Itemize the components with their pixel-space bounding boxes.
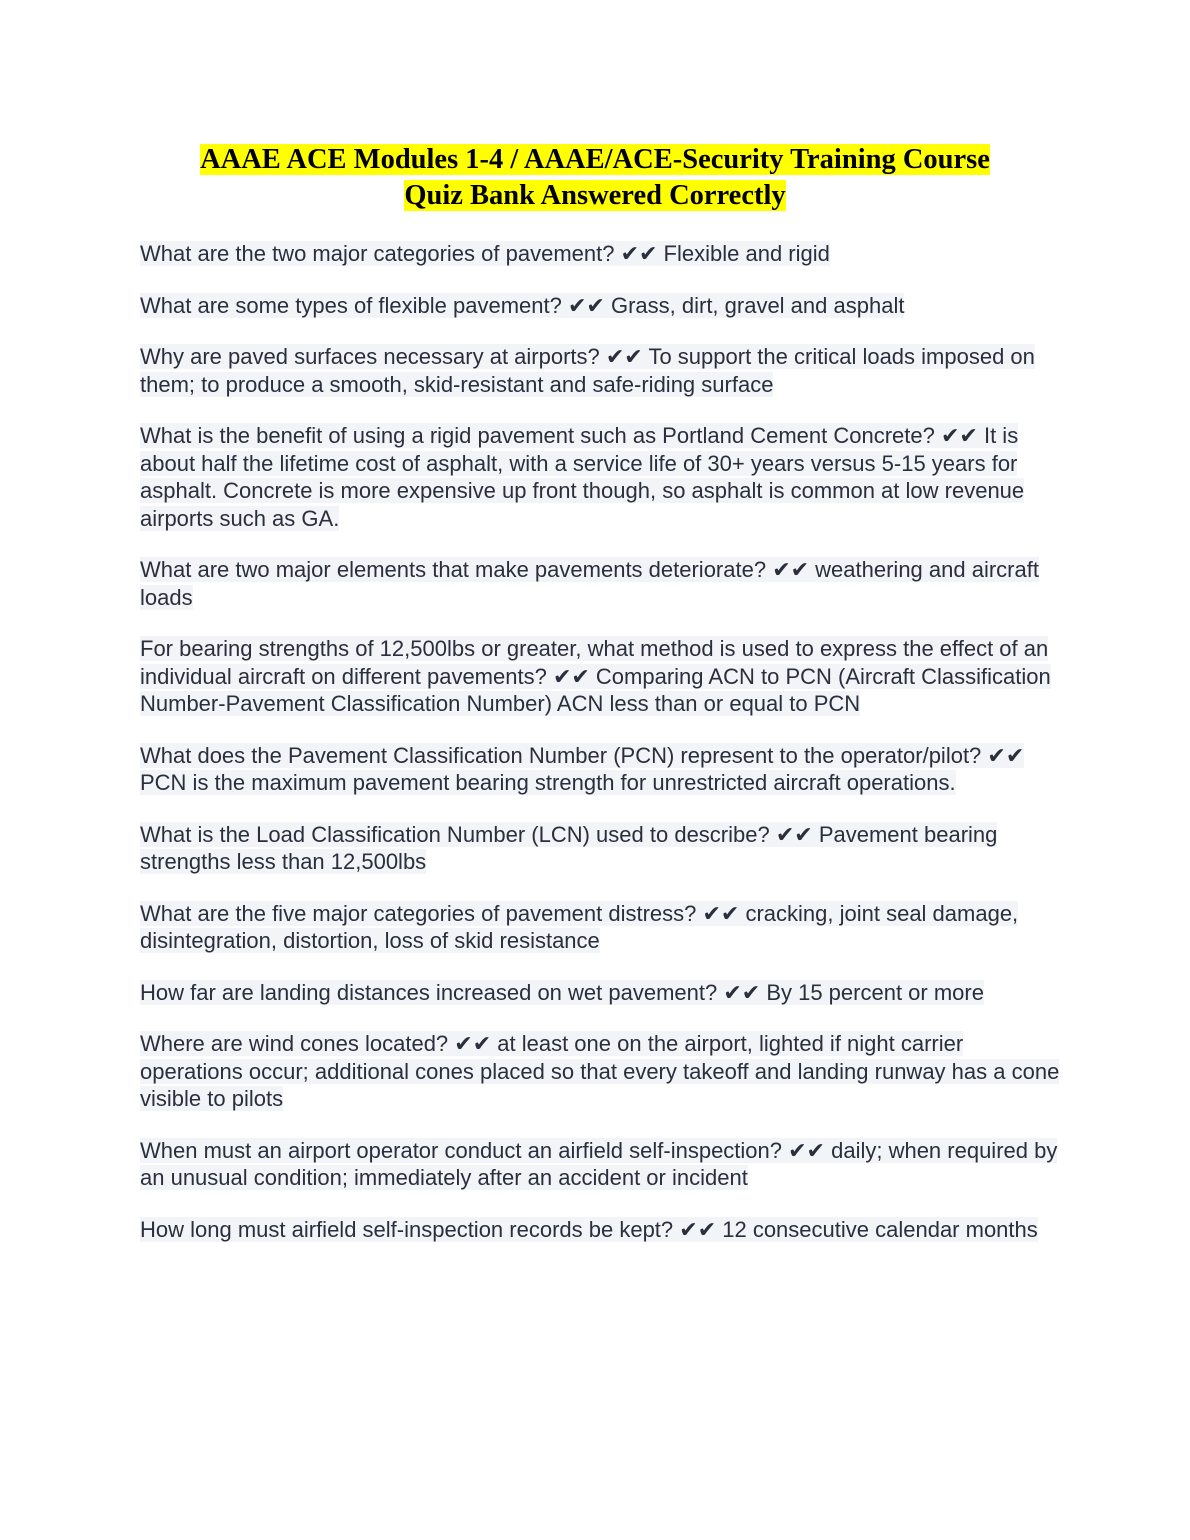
qa-text: Why are paved surfaces necessary at airports? ✔✔ To support the critical loads imposed on them; to produce a smooth, skid-resistant and safe-riding surface [140,344,1035,397]
qa-item-8 [140,821,1060,876]
qa-text: For bearing strengths of 12,500lbs or greater, what method is used to express the effect of an individual aircraft on different pavements? ✔✔ Comparing ACN to PCN (Aircraft Classification Number-Pavement Classification Number) ACN less than or equal to PCN [140,636,1051,716]
qa-text: What is the benefit of using a rigid pavement such as Portland Cement Concrete? ✔✔ It is about half the lifetime cost of asphalt, with a service life of 30+ years versus 5-15 years for asphalt. Concrete is more expensive up front though, so asphalt is common at low revenue airports such as GA. [140,423,1025,531]
qa-list [140,240,1060,1267]
title-line-1: AAAE ACE Modules 1-4 / AAAE/ACE-Security Training Course [200,144,990,175]
qa-item-6 [140,635,1060,718]
qa-item-4 [140,422,1060,532]
qa-item-7 [140,742,1060,797]
document-title [60,142,1130,214]
qa-text: What does the Pavement Classification Number (PCN) represent to the operator/pilot? ✔✔ PCN is the maximum pavement bearing strength for unrestricted aircraft operations. [140,742,1025,795]
title-line-2: Quiz Bank Answered Correctly [404,180,786,211]
qa-item-1 [140,240,1060,268]
qa-item-11 [140,1030,1060,1113]
qa-item-2 [140,292,1060,320]
qa-text: What are some types of flexible pavement? ✔✔ Grass, dirt, gravel and asphalt [140,292,905,318]
qa-text: Where are wind cones located? ✔✔ at least one on the airport, lighted if night carrier operations occur; additional cones placed so that every takeoff and landing runway has a cone visible to pilots [140,1031,1060,1111]
qa-text: What are the two major categories of pavement? ✔✔ Flexible and rigid [140,241,830,266]
qa-item-5 [140,556,1060,611]
qa-item-12 [140,1137,1060,1192]
qa-item-3 [140,343,1060,398]
qa-item-9 [140,900,1060,955]
qa-text: What are the five major categories of pavement distress? ✔✔ cracking, joint seal damage, disintegration, distortion, loss of skid resistance [140,900,1019,953]
qa-text: What is the Load Classification Number (LCN) used to describe? ✔✔ Pavement bearing strengths less than 12,500lbs [140,821,998,874]
qa-text: What are two major elements that make pavements deteriorate? ✔✔ weathering and aircraft loads [140,557,1039,610]
qa-item-10 [140,979,1060,1007]
qa-item-13 [140,1216,1060,1244]
qa-text: When must an airport operator conduct an airfield self-inspection? ✔✔ daily; when required by an unusual condition; immediately after an accident or incident [140,1137,1058,1190]
qa-text: How long must airfield self-inspection records be kept? ✔✔ 12 consecutive calendar months [140,1216,1038,1242]
qa-text: How far are landing distances increased on wet pavement? ✔✔ By 15 percent or more [140,979,984,1005]
